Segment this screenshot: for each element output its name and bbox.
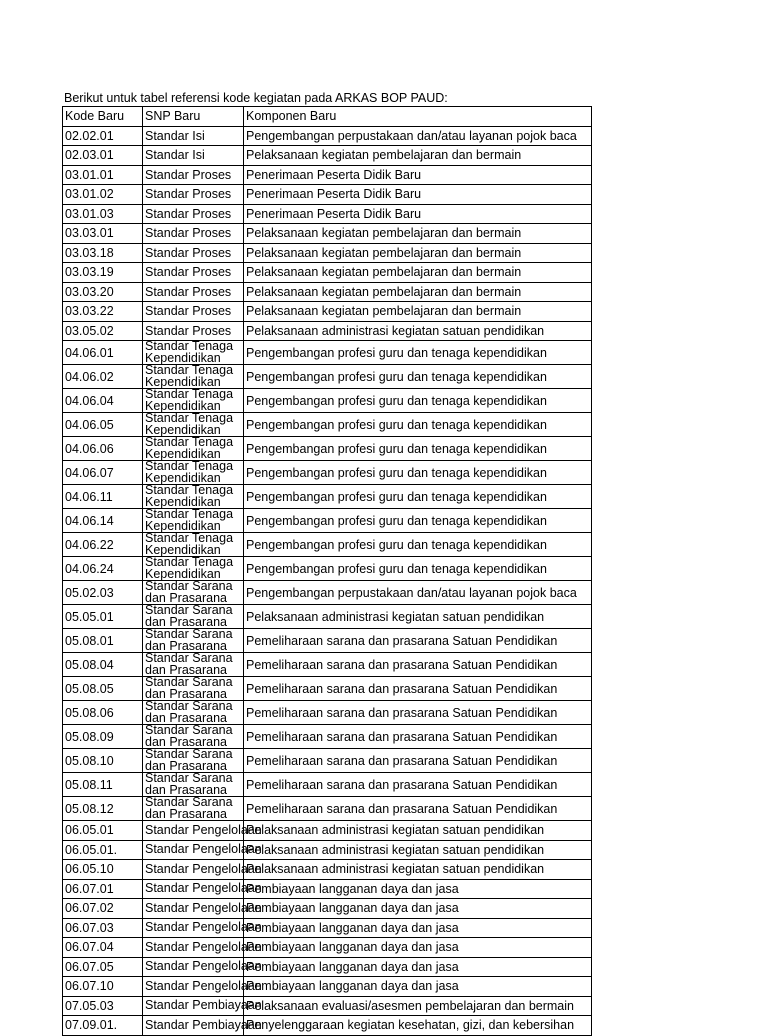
cell-snp-baru bbox=[143, 653, 244, 677]
cell-komponen-baru: Pelaksanaan administrasi kegiatan satuan pendidikan bbox=[244, 605, 592, 629]
snp-wrapped-text: Standar Tenaga Kependidikan bbox=[145, 435, 234, 461]
cell-kode-baru: 05.08.11 bbox=[63, 773, 143, 797]
snp-wrapped-text: Standar Tenaga Kependidikan bbox=[145, 387, 234, 413]
cell-snp-baru bbox=[143, 413, 244, 437]
snp-wrapped-text: Standar Sarana dan Prasarana bbox=[145, 723, 233, 749]
cell-snp-baru bbox=[143, 821, 262, 841]
table-row bbox=[63, 185, 592, 205]
table-row bbox=[63, 146, 592, 166]
table-row bbox=[63, 629, 592, 653]
cell-kode-baru: 06.05.01 bbox=[63, 821, 143, 841]
snp-wrapped-text: Standar Pengelolaan bbox=[145, 978, 262, 993]
snp-wrapped-text: Standar Tenaga Kependidikan bbox=[145, 363, 234, 389]
cell-kode-baru: 04.06.02 bbox=[63, 365, 143, 389]
cell-kode-baru: 06.05.10 bbox=[63, 860, 143, 880]
cell-snp-baru: Standar Proses bbox=[143, 263, 244, 283]
cell-komponen-baru: Pelaksanaan administrasi kegiatan satuan pendidikan bbox=[244, 321, 592, 341]
snp-wrapped-text: Standar Sarana dan Prasarana bbox=[145, 771, 233, 797]
table-row bbox=[63, 126, 592, 146]
cell-komponen-baru: Penerimaan Peserta Didik Baru bbox=[244, 204, 592, 224]
cell-snp-baru: Standar Proses bbox=[143, 243, 244, 263]
table-row bbox=[63, 557, 592, 581]
cell-komponen-baru: Pelaksanaan kegiatan pembelajaran dan bermain bbox=[244, 302, 592, 322]
table-row bbox=[63, 509, 592, 533]
table-row bbox=[63, 263, 592, 283]
cell-komponen-baru: Pelaksanaan kegiatan pembelajaran dan bermain bbox=[244, 282, 592, 302]
cell-komponen-baru: Pemeliharaan sarana dan prasarana Satuan Pendidikan bbox=[244, 629, 592, 653]
cell-komponen-baru: Pengembangan profesi guru dan tenaga kependidikan bbox=[244, 533, 592, 557]
cell-snp-baru bbox=[143, 1016, 262, 1036]
snp-wrapped-text: Standar Pengelolaan bbox=[145, 939, 262, 954]
snp-wrapped-text: Standar Pengelolaan bbox=[145, 822, 262, 837]
cell-komponen-baru: Pemeliharaan sarana dan prasarana Satuan Pendidikan bbox=[244, 725, 592, 749]
cell-komponen-baru: Pengembangan profesi guru dan tenaga kependidikan bbox=[244, 485, 592, 509]
cell-kode-baru: 04.06.04 bbox=[63, 389, 143, 413]
table-row bbox=[63, 821, 592, 841]
cell-kode-baru: 04.06.07 bbox=[63, 461, 143, 485]
cell-kode-baru: 05.08.10 bbox=[63, 749, 143, 773]
snp-wrapped-text: Standar Sarana dan Prasarana bbox=[145, 699, 233, 725]
cell-snp-baru bbox=[143, 341, 244, 365]
cell-komponen-baru: Pengembangan profesi guru dan tenaga kependidikan bbox=[244, 557, 592, 581]
cell-komponen-baru: Penerimaan Peserta Didik Baru bbox=[244, 165, 592, 185]
cell-snp-baru: Standar Proses bbox=[143, 224, 244, 244]
cell-kode-baru: 07.05.03 bbox=[63, 996, 143, 1016]
snp-wrapped-text: Standar Tenaga Kependidikan bbox=[145, 555, 234, 581]
cell-kode-baru: 03.03.01 bbox=[63, 224, 143, 244]
snp-wrapped-text: Standar Pengelolaan bbox=[145, 842, 262, 857]
table-row bbox=[63, 461, 592, 485]
snp-wrapped-text: Standar Pembiayaan bbox=[145, 998, 262, 1013]
snp-wrapped-text: Standar Sarana dan Prasarana bbox=[145, 603, 233, 629]
cell-komponen-baru: Pemeliharaan sarana dan prasarana Satuan Pendidikan bbox=[244, 749, 592, 773]
table-row bbox=[63, 533, 592, 557]
cell-kode-baru: 03.03.18 bbox=[63, 243, 143, 263]
cell-snp-baru bbox=[143, 957, 262, 977]
cell-kode-baru: 02.03.01 bbox=[63, 146, 143, 166]
cell-snp-baru bbox=[143, 605, 244, 629]
cell-kode-baru: 04.06.05 bbox=[63, 413, 143, 437]
cell-kode-baru: 05.08.04 bbox=[63, 653, 143, 677]
cell-snp-baru bbox=[143, 996, 262, 1016]
cell-kode-baru: 03.03.20 bbox=[63, 282, 143, 302]
cell-snp-baru bbox=[143, 581, 244, 605]
cell-komponen-baru: Pembiayaan langganan daya dan jasa bbox=[244, 957, 592, 977]
cell-kode-baru: 06.07.05 bbox=[63, 957, 143, 977]
cell-komponen-baru: Pelaksanaan administrasi kegiatan satuan pendidikan bbox=[244, 840, 592, 860]
table-row bbox=[63, 282, 592, 302]
table-row bbox=[63, 653, 592, 677]
table-row bbox=[63, 437, 592, 461]
cell-kode-baru: 06.07.01 bbox=[63, 879, 143, 899]
table-row bbox=[63, 860, 592, 880]
table-row bbox=[63, 840, 592, 860]
table-row bbox=[63, 1016, 592, 1036]
cell-kode-baru: 02.02.01 bbox=[63, 126, 143, 146]
table-row bbox=[63, 797, 592, 821]
snp-wrapped-text: Standar Tenaga Kependidikan bbox=[145, 339, 234, 365]
table-row bbox=[63, 243, 592, 263]
table-row bbox=[63, 977, 592, 997]
header-kode-baru: Kode Baru bbox=[63, 107, 143, 127]
cell-kode-baru: 07.09.01. bbox=[63, 1016, 143, 1036]
cell-snp-baru bbox=[143, 860, 262, 880]
cell-kode-baru: 05.08.05 bbox=[63, 677, 143, 701]
cell-snp-baru bbox=[143, 977, 262, 997]
cell-kode-baru: 03.03.22 bbox=[63, 302, 143, 322]
snp-wrapped-text: Standar Pengelolaan bbox=[145, 900, 262, 915]
cell-komponen-baru: Pelaksanaan kegiatan pembelajaran dan bermain bbox=[244, 263, 592, 283]
table-row bbox=[63, 879, 592, 899]
cell-snp-baru bbox=[143, 677, 244, 701]
cell-kode-baru: 06.07.03 bbox=[63, 918, 143, 938]
snp-wrapped-text: Standar Sarana dan Prasarana bbox=[145, 579, 233, 605]
cell-snp-baru bbox=[143, 749, 244, 773]
cell-snp-baru bbox=[143, 365, 244, 389]
cell-snp-baru bbox=[143, 629, 244, 653]
cell-snp-baru: Standar Proses bbox=[143, 204, 244, 224]
cell-snp-baru bbox=[143, 461, 244, 485]
cell-snp-baru: Standar Isi bbox=[143, 146, 244, 166]
cell-snp-baru: Standar Proses bbox=[143, 282, 244, 302]
cell-snp-baru: Standar Proses bbox=[143, 321, 244, 341]
cell-komponen-baru: Pengembangan perpustakaan dan/atau layanan pojok baca bbox=[244, 126, 592, 146]
cell-snp-baru bbox=[143, 797, 244, 821]
table-row bbox=[63, 224, 592, 244]
snp-wrapped-text: Standar Tenaga Kependidikan bbox=[145, 483, 234, 509]
cell-snp-baru bbox=[143, 918, 262, 938]
cell-komponen-baru: Pemeliharaan sarana dan prasarana Satuan Pendidikan bbox=[244, 677, 592, 701]
cell-komponen-baru: Pelaksanaan kegiatan pembelajaran dan bermain bbox=[244, 243, 592, 263]
cell-snp-baru bbox=[143, 725, 244, 749]
cell-komponen-baru: Pengembangan profesi guru dan tenaga kependidikan bbox=[244, 413, 592, 437]
cell-kode-baru: 06.07.02 bbox=[63, 899, 143, 919]
cell-kode-baru: 05.08.01 bbox=[63, 629, 143, 653]
cell-komponen-baru: Pembiayaan langganan daya dan jasa bbox=[244, 899, 592, 919]
cell-snp-baru bbox=[143, 701, 244, 725]
table-row bbox=[63, 701, 592, 725]
cell-kode-baru: 03.01.01 bbox=[63, 165, 143, 185]
table-row bbox=[63, 365, 592, 389]
snp-wrapped-text: Standar Tenaga Kependidikan bbox=[145, 507, 234, 533]
cell-snp-baru bbox=[143, 389, 244, 413]
cell-komponen-baru: Pembiayaan langganan daya dan jasa bbox=[244, 879, 592, 899]
cell-snp-baru: Standar Proses bbox=[143, 185, 244, 205]
cell-komponen-baru: Pemeliharaan sarana dan prasarana Satuan Pendidikan bbox=[244, 701, 592, 725]
cell-kode-baru: 03.05.02 bbox=[63, 321, 143, 341]
table-row bbox=[63, 581, 592, 605]
table-body bbox=[63, 107, 592, 1036]
cell-kode-baru: 04.06.11 bbox=[63, 485, 143, 509]
table-row bbox=[63, 938, 592, 958]
cell-komponen-baru: Penyelenggaraan kegiatan kesehatan, gizi, dan kebersihan bbox=[244, 1016, 592, 1036]
snp-wrapped-text: Standar Sarana dan Prasarana bbox=[145, 651, 233, 677]
cell-kode-baru: 06.05.01. bbox=[63, 840, 143, 860]
cell-kode-baru: 03.01.02 bbox=[63, 185, 143, 205]
snp-wrapped-text: Standar Pengelolaan bbox=[145, 881, 262, 896]
snp-wrapped-text: Standar Sarana dan Prasarana bbox=[145, 747, 233, 773]
table-header-row bbox=[63, 107, 592, 127]
table-row bbox=[63, 749, 592, 773]
cell-komponen-baru: Pelaksanaan administrasi kegiatan satuan pendidikan bbox=[244, 860, 592, 880]
cell-kode-baru: 04.06.06 bbox=[63, 437, 143, 461]
snp-wrapped-text: Standar Tenaga Kependidikan bbox=[145, 459, 234, 485]
cell-komponen-baru: Pembiayaan langganan daya dan jasa bbox=[244, 918, 592, 938]
cell-komponen-baru: Pembiayaan langganan daya dan jasa bbox=[244, 977, 592, 997]
cell-snp-baru bbox=[143, 485, 244, 509]
snp-wrapped-text: Standar Sarana dan Prasarana bbox=[145, 795, 233, 821]
snp-wrapped-text: Standar Pengelolaan bbox=[145, 920, 262, 935]
table-row bbox=[63, 389, 592, 413]
cell-kode-baru: 04.06.14 bbox=[63, 509, 143, 533]
cell-komponen-baru: Penerimaan Peserta Didik Baru bbox=[244, 185, 592, 205]
cell-komponen-baru: Pengembangan profesi guru dan tenaga kependidikan bbox=[244, 437, 592, 461]
cell-komponen-baru: Pelaksanaan evaluasi/asesmen pembelajaran dan bermain bbox=[244, 996, 592, 1016]
cell-komponen-baru: Pemeliharaan sarana dan prasarana Satuan Pendidikan bbox=[244, 653, 592, 677]
cell-kode-baru: 05.08.09 bbox=[63, 725, 143, 749]
cell-kode-baru: 04.06.22 bbox=[63, 533, 143, 557]
table-row bbox=[63, 204, 592, 224]
cell-snp-baru bbox=[143, 437, 244, 461]
cell-kode-baru: 05.05.01 bbox=[63, 605, 143, 629]
snp-wrapped-text: Standar Sarana dan Prasarana bbox=[145, 627, 233, 653]
cell-kode-baru: 03.01.03 bbox=[63, 204, 143, 224]
cell-snp-baru: Standar Isi bbox=[143, 126, 244, 146]
cell-komponen-baru: Pemeliharaan sarana dan prasarana Satuan Pendidikan bbox=[244, 797, 592, 821]
table-row bbox=[63, 413, 592, 437]
cell-komponen-baru: Pengembangan profesi guru dan tenaga kependidikan bbox=[244, 365, 592, 389]
cell-kode-baru: 05.08.12 bbox=[63, 797, 143, 821]
table-row bbox=[63, 725, 592, 749]
cell-snp-baru bbox=[143, 533, 244, 557]
table-row bbox=[63, 605, 592, 629]
snp-wrapped-text: Standar Tenaga Kependidikan bbox=[145, 411, 234, 437]
header-snp-baru: SNP Baru bbox=[143, 107, 244, 127]
header-komponen-baru: Komponen Baru bbox=[244, 107, 592, 127]
table-row bbox=[63, 899, 592, 919]
cell-snp-baru bbox=[143, 938, 262, 958]
table-row bbox=[63, 321, 592, 341]
snp-wrapped-text: Standar Pengelolaan bbox=[145, 959, 262, 974]
cell-snp-baru bbox=[143, 840, 262, 860]
table-caption: Berikut untuk tabel referensi kode kegiatan pada ARKAS BOP PAUD: bbox=[64, 91, 448, 105]
table-row bbox=[63, 773, 592, 797]
cell-kode-baru: 05.08.06 bbox=[63, 701, 143, 725]
cell-komponen-baru: Pengembangan perpustakaan dan/atau layanan pojok baca bbox=[244, 581, 592, 605]
cell-snp-baru bbox=[143, 879, 262, 899]
snp-wrapped-text: Standar Tenaga Kependidikan bbox=[145, 531, 234, 557]
cell-snp-baru: Standar Proses bbox=[143, 165, 244, 185]
table-row bbox=[63, 302, 592, 322]
table-row bbox=[63, 957, 592, 977]
cell-kode-baru: 06.07.10 bbox=[63, 977, 143, 997]
cell-komponen-baru: Pelaksanaan administrasi kegiatan satuan pendidikan bbox=[244, 821, 592, 841]
table-row bbox=[63, 677, 592, 701]
table-row bbox=[63, 165, 592, 185]
cell-snp-baru: Standar Proses bbox=[143, 302, 244, 322]
cell-komponen-baru: Pembiayaan langganan daya dan jasa bbox=[244, 938, 592, 958]
cell-kode-baru: 03.03.19 bbox=[63, 263, 143, 283]
snp-wrapped-text: Standar Pengelolaan bbox=[145, 861, 262, 876]
cell-komponen-baru: Pengembangan profesi guru dan tenaga kependidikan bbox=[244, 461, 592, 485]
table-row bbox=[63, 485, 592, 509]
cell-snp-baru bbox=[143, 899, 262, 919]
table-row bbox=[63, 341, 592, 365]
cell-komponen-baru: Pengembangan profesi guru dan tenaga kependidikan bbox=[244, 389, 592, 413]
cell-kode-baru: 04.06.24 bbox=[63, 557, 143, 581]
cell-komponen-baru: Pelaksanaan kegiatan pembelajaran dan bermain bbox=[244, 146, 592, 166]
cell-snp-baru bbox=[143, 509, 244, 533]
snp-wrapped-text: Standar Pembiayaan bbox=[145, 1017, 262, 1032]
cell-snp-baru bbox=[143, 773, 244, 797]
cell-komponen-baru: Pelaksanaan kegiatan pembelajaran dan bermain bbox=[244, 224, 592, 244]
cell-kode-baru: 04.06.01 bbox=[63, 341, 143, 365]
cell-kode-baru: 05.02.03 bbox=[63, 581, 143, 605]
table-row bbox=[63, 996, 592, 1016]
reference-table bbox=[62, 106, 592, 1036]
cell-snp-baru bbox=[143, 557, 244, 581]
cell-komponen-baru: Pemeliharaan sarana dan prasarana Satuan Pendidikan bbox=[244, 773, 592, 797]
cell-komponen-baru: Pengembangan profesi guru dan tenaga kependidikan bbox=[244, 341, 592, 365]
snp-wrapped-text: Standar Sarana dan Prasarana bbox=[145, 675, 233, 701]
cell-komponen-baru: Pengembangan profesi guru dan tenaga kependidikan bbox=[244, 509, 592, 533]
table-row bbox=[63, 918, 592, 938]
cell-kode-baru: 06.07.04 bbox=[63, 938, 143, 958]
